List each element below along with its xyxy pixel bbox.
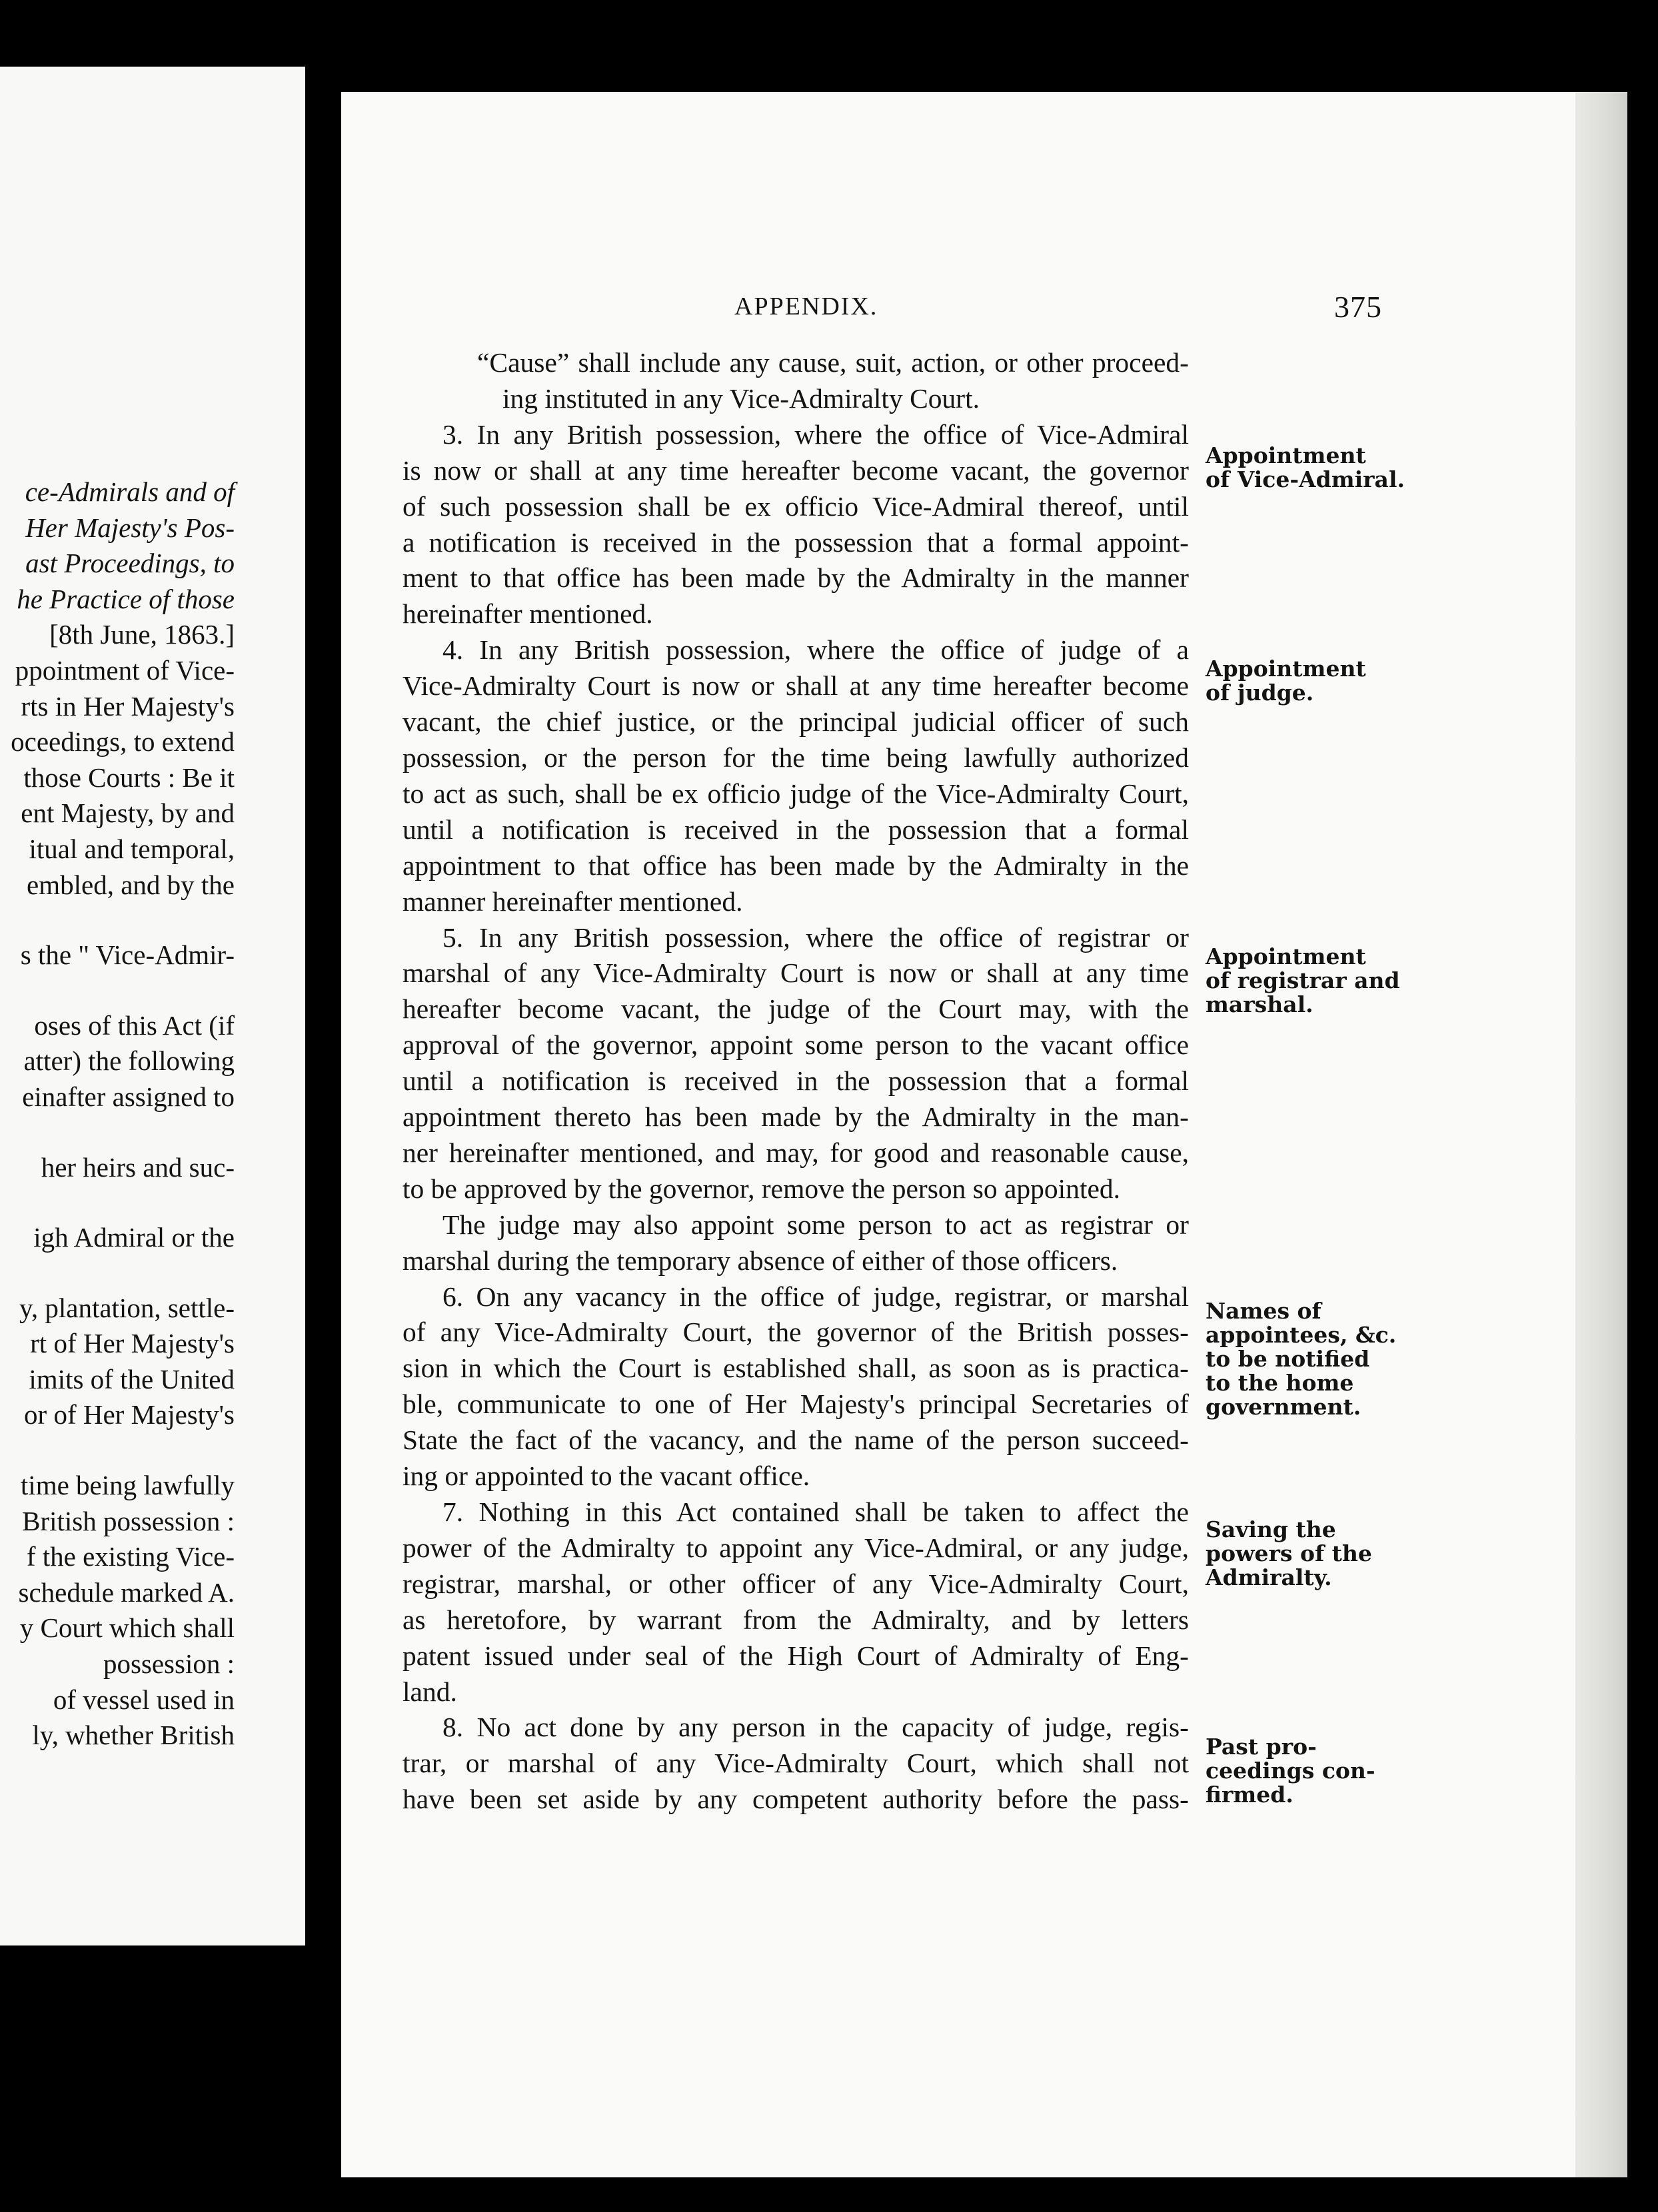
margin-note-line: appointees, &c. bbox=[1206, 1322, 1397, 1348]
body-line: registrar, marshal, or other officer of any Vice-Admiralty Court, bbox=[403, 1568, 1189, 1599]
left-page-line: he Practice of those bbox=[17, 583, 235, 614]
margin-note-line: ceedings con- bbox=[1206, 1758, 1375, 1784]
left-page-line: ent Majesty, by and bbox=[21, 798, 235, 829]
left-page-text bbox=[0, 474, 235, 1754]
left-page-line: s the " Vice-Admir- bbox=[20, 939, 235, 971]
body-line: ment to that office has been made by the Admiralty in the manner bbox=[403, 562, 1189, 594]
left-page-line: of vessel used in bbox=[53, 1684, 235, 1715]
left-page-line: [8th June, 1863.] bbox=[49, 619, 235, 650]
body-line: land. bbox=[403, 1676, 457, 1707]
body-line: marshal during the temporary absence of either of those officers. bbox=[403, 1245, 1118, 1276]
body-line: The judge may also appoint some person to act as registrar or bbox=[442, 1209, 1189, 1240]
left-page-line: rts in Her Majesty's bbox=[21, 690, 235, 722]
body-line: of such possession shall be ex officio Vice-Admiral thereof, until bbox=[403, 490, 1189, 522]
body-line: manner hereinafter mentioned. bbox=[403, 885, 743, 917]
body-line: is now or shall at any time hereafter become vacant, the governor bbox=[403, 454, 1189, 486]
body-line: 6. On any vacancy in the office of judge, registrar, or marshal bbox=[442, 1281, 1189, 1312]
body-line: possession, or the person for the time being lawfully authorized bbox=[403, 742, 1189, 773]
left-page-line: Her Majesty's Pos- bbox=[25, 512, 235, 543]
left-page-line: atter) the following bbox=[23, 1045, 235, 1077]
margin-note bbox=[1206, 444, 1405, 492]
margin-note-line: Admiralty. bbox=[1206, 1564, 1332, 1590]
left-page-line: y, plantation, settle- bbox=[19, 1292, 235, 1323]
left-page-line: oceedings, to extend bbox=[11, 726, 235, 758]
body-line: 7. Nothing in this Act contained shall be taken to affect the bbox=[442, 1496, 1189, 1527]
left-page-line: itual and temporal, bbox=[29, 833, 235, 864]
body-line: ner hereinafter mentioned, and may, for good and reasonable cause, bbox=[403, 1137, 1189, 1168]
body-line: to act as such, shall be ex officio judge of the Vice-Admiralty Court, bbox=[403, 778, 1189, 809]
body-line: hereafter become vacant, the judge of the Court may, with the bbox=[403, 993, 1189, 1025]
body-line: of any Vice-Admiralty Court, the governor of the British posses- bbox=[403, 1317, 1189, 1348]
left-page-line: einafter assigned to bbox=[22, 1081, 235, 1112]
body-line: until a notification is received in the possession that a formal bbox=[403, 814, 1189, 845]
margin-note-line: Names of bbox=[1206, 1298, 1321, 1324]
body-line: Vice-Admiralty Court is now or shall at any time hereafter become bbox=[403, 670, 1189, 702]
margin-note-line: of Vice-Admiral. bbox=[1206, 466, 1405, 492]
margin-note bbox=[1206, 945, 1405, 1017]
left-page-line: igh Admiral or the bbox=[33, 1222, 235, 1253]
margin-note-line: to the home bbox=[1206, 1370, 1354, 1396]
left-page-line: schedule marked A. bbox=[18, 1576, 235, 1608]
left-page-line: her heirs and suc- bbox=[41, 1151, 235, 1183]
margin-note-line: of judge. bbox=[1206, 680, 1314, 706]
body-line: State the fact of the vacancy, and the name of the person succeed- bbox=[403, 1424, 1189, 1456]
left-page-line: time being lawfully bbox=[20, 1470, 235, 1501]
left-page-line: possession : bbox=[103, 1648, 235, 1680]
body-line: a notification is received in the possession that a formal appoint- bbox=[403, 526, 1189, 558]
left-page-line: ly, whether British bbox=[32, 1720, 235, 1751]
margin-note-line: Saving the bbox=[1206, 1516, 1336, 1542]
margin-note-line: Past pro- bbox=[1206, 1734, 1317, 1760]
body-line: ing instituted in any Vice-Admiralty Court. bbox=[502, 382, 980, 414]
margin-note-line: powers of the bbox=[1206, 1540, 1372, 1566]
body-line: 4. In any British possession, where the office of judge of a bbox=[442, 634, 1189, 666]
margin-note-line: Appointment bbox=[1206, 943, 1366, 969]
facing-page-left bbox=[0, 67, 305, 1945]
body-line: ble, communicate to one of Her Majesty's principal Secretaries of bbox=[403, 1388, 1189, 1420]
body-line: appointment to that office has been made by the Admiralty in the bbox=[403, 849, 1189, 881]
margin-note-line: marshal. bbox=[1206, 991, 1313, 1017]
body-text bbox=[403, 345, 1189, 1818]
body-line: have been set aside by any competent authority before the pass- bbox=[403, 1784, 1189, 1815]
body-line: 5. In any British possession, where the office of registrar or bbox=[442, 921, 1189, 953]
left-page-line: y Court which shall bbox=[19, 1612, 235, 1644]
left-page-line: oses of this Act (if bbox=[34, 1009, 235, 1041]
body-line: 8. No act done by any person in the capacity of judge, regis- bbox=[442, 1712, 1189, 1743]
margin-note-line: government. bbox=[1206, 1394, 1361, 1420]
body-line: ing or appointed to the vacant office. bbox=[403, 1460, 810, 1492]
body-line: trar, or marshal of any Vice-Admiralty Court, which shall not bbox=[403, 1748, 1189, 1779]
body-line: hereinafter mentioned. bbox=[403, 598, 653, 630]
running-head-title: APPENDIX. bbox=[734, 292, 878, 320]
body-line: approval of the governor, appoint some person to the vacant office bbox=[403, 1029, 1189, 1061]
body-line: marshal of any Vice-Admiralty Court is now or shall at any time bbox=[403, 957, 1189, 989]
margin-note bbox=[1206, 1735, 1405, 1807]
page-375 bbox=[341, 92, 1627, 2177]
margin-note bbox=[1206, 1299, 1405, 1419]
margin-note-line: to be notified bbox=[1206, 1346, 1370, 1372]
left-page-line: British possession : bbox=[22, 1505, 235, 1536]
left-page-line: ce-Admirals and of bbox=[25, 476, 235, 507]
left-page-line: f the existing Vice- bbox=[26, 1541, 235, 1572]
page-edge bbox=[1575, 92, 1627, 2177]
body-line: as heretofore, by warrant from the Admiralty, and by letters bbox=[403, 1604, 1189, 1635]
body-line: “Cause” shall include any cause, suit, action, or other proceed- bbox=[477, 347, 1189, 378]
margin-note-line: of registrar and bbox=[1206, 967, 1400, 993]
body-line: patent issued under seal of the High Court of Admiralty of Eng- bbox=[403, 1640, 1189, 1671]
left-page-line: ppointment of Vice- bbox=[15, 654, 235, 686]
book-gutter bbox=[305, 67, 341, 1945]
left-page-line: embled, and by the bbox=[27, 869, 235, 900]
left-page-line: ast Proceedings, to bbox=[25, 548, 235, 579]
margin-note bbox=[1206, 1518, 1405, 1590]
margin-note-line: Appointment bbox=[1206, 442, 1366, 468]
left-page-line: those Courts : Be it bbox=[23, 762, 235, 793]
margin-note-line: firmed. bbox=[1206, 1782, 1293, 1808]
body-line: power of the Admiralty to appoint any Vice-Admiral, or any judge, bbox=[403, 1532, 1189, 1563]
body-line: 3. In any British possession, where the office of Vice-Admiral bbox=[442, 418, 1189, 450]
page-number: 375 bbox=[1334, 290, 1382, 324]
left-page-line: rt of Her Majesty's bbox=[30, 1328, 235, 1359]
margin-note-line: Appointment bbox=[1206, 656, 1366, 682]
margin-note bbox=[1206, 657, 1405, 705]
body-line: sion in which the Court is established shall, as soon as is practica- bbox=[403, 1353, 1189, 1384]
left-page-line: imits of the United bbox=[29, 1363, 235, 1394]
left-page-line: or of Her Majesty's bbox=[24, 1399, 235, 1430]
body-line: appointment thereto has been made by the Admiralty in the man- bbox=[403, 1101, 1189, 1133]
body-line: to be approved by the governor, remove the person so appointed. bbox=[403, 1173, 1121, 1204]
body-line: vacant, the chief justice, or the principal judicial officer of such bbox=[403, 706, 1189, 738]
body-line: until a notification is received in the possession that a formal bbox=[403, 1065, 1189, 1097]
